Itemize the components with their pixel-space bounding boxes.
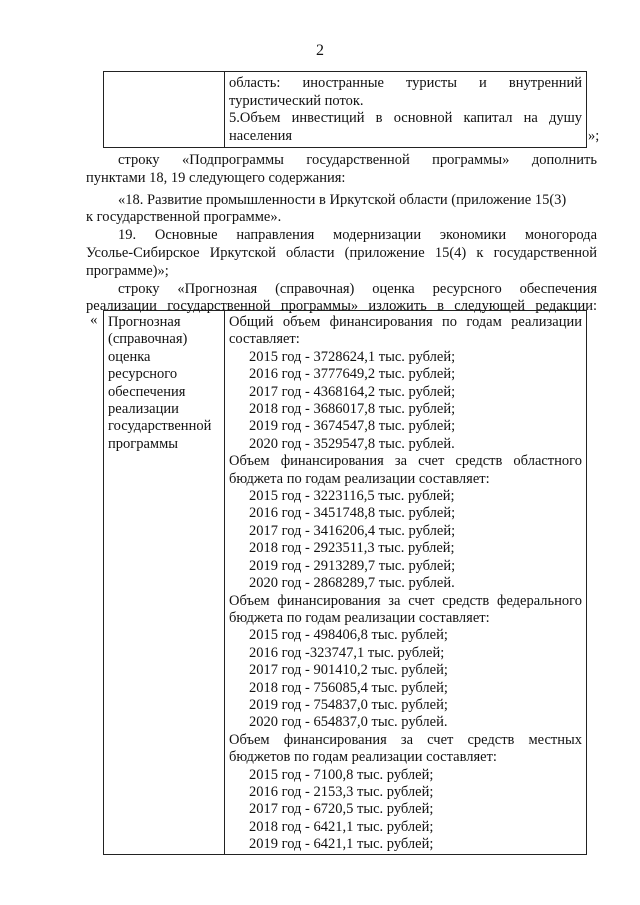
resource-table-content-cell — [225, 311, 587, 855]
section-header-line: Объем финансирования за счет средств местных — [229, 731, 582, 748]
top-table-line: населения — [229, 127, 293, 144]
label-line: оценка — [108, 348, 151, 365]
financing-year-row: 2017 год - 3416206,4 тыс. рублей; — [249, 522, 456, 539]
paragraph-1-line-2: пунктами 18, 19 следующего содержания: — [86, 170, 346, 186]
financing-year-row: 2017 год - 6720,5 тыс. рублей; — [249, 801, 434, 818]
financing-year-row: 2016 год - 3777649,2 тыс. рублей; — [249, 366, 456, 383]
section-header-line: Объем финансирования за счет средств федерального — [229, 592, 582, 609]
financing-year-row: 2016 год -323747,1 тыс. рублей; — [249, 644, 445, 661]
financing-year-row: 2020 год - 2868289,7 тыс. рублей. — [249, 575, 455, 592]
financing-year-row: 2020 год - 3529547,8 тыс. рублей. — [249, 435, 455, 452]
section-header-line: бюджета по годам реализации составляет: — [229, 609, 490, 626]
financing-year-row: 2019 год - 754837,0 тыс. рублей; — [249, 696, 448, 713]
financing-year-row: 2015 год - 7100,8 тыс. рублей; — [249, 766, 434, 783]
financing-year-row: 2019 год - 2913289,7 тыс. рублей; — [249, 557, 456, 574]
financing-year-row: 2016 год - 2153,3 тыс. рублей; — [249, 783, 434, 800]
financing-sections — [229, 314, 582, 854]
financing-year-row: 2016 год - 3451748,8 тыс. рублей; — [249, 505, 456, 522]
opening-quote: « — [90, 312, 98, 328]
paragraph-4-line-1: строку «Прогнозная (справочная) оценка ресурсного обеспечения — [118, 281, 597, 297]
financing-year-row: 2017 год - 901410,2 тыс. рублей; — [249, 662, 448, 679]
top-table-line: туристический поток. — [229, 92, 364, 109]
paragraph-2-line-1: «18. Развитие промышленности в Иркутской области (приложение 15(3) — [118, 192, 567, 208]
label-line: реализации — [108, 401, 179, 418]
resource-table-label — [108, 314, 220, 453]
paragraph-2-line-2: к государственной программе». — [86, 209, 282, 225]
section-header-line: Объем финансирования за счет средств областного — [229, 453, 582, 470]
label-line: Прогнозная — [108, 314, 181, 330]
resource-table — [103, 310, 587, 855]
top-table-line: область: иностранные туристы и внутренний — [229, 75, 582, 91]
top-table-empty-cell — [104, 72, 225, 148]
paragraph-3-line-1: 19. Основные направления модернизации экономики моногорода — [118, 227, 597, 243]
financing-year-row: 2018 год - 6421,1 тыс. рублей; — [249, 818, 434, 835]
financing-year-row: 2015 год - 3223116,5 тыс. рублей; — [249, 488, 455, 505]
top-table — [103, 71, 587, 148]
section-header-line: Общий объем финансирования по годам реализации — [229, 314, 582, 330]
label-line: государственной — [108, 418, 212, 435]
section-header-line: составляет: — [229, 331, 300, 348]
financing-year-row: 2017 год - 4368164,2 тыс. рублей; — [249, 383, 456, 400]
financing-year-row: 2018 год - 2923511,3 тыс. рублей; — [249, 540, 455, 557]
resource-table-label-cell — [104, 311, 225, 855]
top-table-line: 5.Объем инвестиций в основной капитал на душу — [229, 110, 582, 126]
label-line: ресурсного — [108, 366, 178, 383]
paragraph-1-line-1: строку «Подпрограммы государственной программы» дополнить — [118, 152, 597, 168]
closing-quote: »; — [588, 128, 600, 144]
top-table-content-cell — [225, 72, 587, 148]
label-line: программы — [108, 435, 178, 452]
paragraph-4-line-2: реализации государственной программы» изложить в следующей редакции: — [86, 298, 597, 314]
financing-year-row: 2015 год - 3728624,1 тыс. рублей; — [249, 348, 456, 365]
financing-year-row: 2020 год - 654837,0 тыс. рублей. — [249, 714, 448, 731]
section-header-line: бюджета по годам реализации составляет: — [229, 470, 490, 487]
financing-year-row: 2019 год - 6421,1 тыс. рублей; — [249, 836, 434, 853]
page-number: 2 — [316, 42, 324, 59]
label-line: (справочная) — [108, 331, 188, 348]
label-line: обеспечения — [108, 383, 186, 400]
financing-year-row: 2015 год - 498406,8 тыс. рублей; — [249, 627, 448, 644]
financing-year-row: 2018 год - 3686017,8 тыс. рублей; — [249, 401, 456, 418]
financing-year-row: 2019 год - 3674547,8 тыс. рублей; — [249, 418, 456, 435]
paragraph-3-line-2: Усолье-Сибирское Иркутской области (приложение 15(4) к государственной — [86, 245, 597, 261]
financing-year-row: 2018 год - 756085,4 тыс. рублей; — [249, 679, 448, 696]
paragraph-3-line-3: программе)»; — [86, 263, 169, 279]
section-header-line: бюджетов по годам реализации составляет: — [229, 749, 497, 766]
